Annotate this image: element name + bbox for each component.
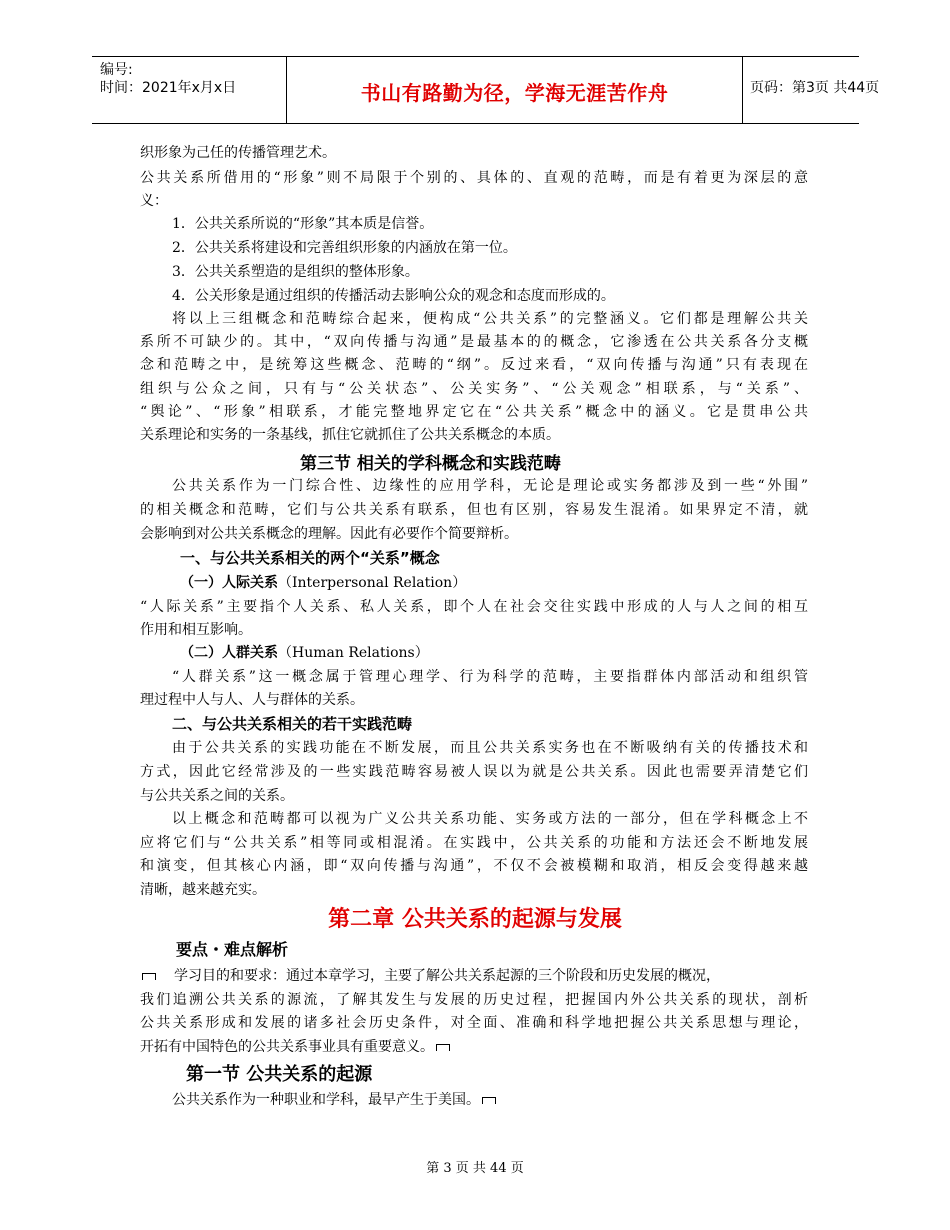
subsection-english: （Human Relations） bbox=[278, 645, 429, 661]
chapter-title: 第二章 公共关系的起源与发展 bbox=[328, 907, 622, 932]
header-motto-cell bbox=[286, 57, 743, 123]
text-line: “舆论”、“形象”相联系，才能完整地界定它在“公共关系”概念中的涵义。它是贯串公共 bbox=[140, 404, 808, 420]
list-item: 1．公共关系所说的“形象”其本质是信誉。 bbox=[172, 216, 434, 232]
text-line: 公共关系作为一种职业和学科，最早产生于美国。 bbox=[172, 1092, 480, 1108]
key-points-heading: 要点・难点解析 bbox=[176, 940, 289, 959]
subsection-title: （一）人际关系 bbox=[180, 575, 278, 591]
return-mark-icon bbox=[142, 973, 156, 980]
subheading-one: 一、与公共关系相关的两个“关系”概念 bbox=[180, 549, 440, 567]
text-line: 系所不可缺少的。其中，“双向传播与沟通”是最基本的的概念，它渗透在公共关系各分支概 bbox=[140, 334, 808, 350]
text-line: 理过程中人与人、人与群体的关系。 bbox=[140, 692, 364, 708]
text-line-wrap bbox=[140, 1037, 452, 1057]
page-header bbox=[92, 56, 880, 124]
header-meta-cell bbox=[92, 57, 286, 123]
number-label: 编号: bbox=[100, 62, 133, 78]
return-mark-icon bbox=[436, 1044, 450, 1051]
text-line: 组织与公众之间，只有与“公关状态”、公关实务”、“公关观念”相联系，与“关系”、 bbox=[140, 381, 808, 397]
subsection-title: （二）人群关系 bbox=[180, 645, 278, 661]
text-line: 织形象为己任的传播管理艺术。 bbox=[140, 145, 336, 161]
text-line: 由于公共关系的实践功能在不断发展，而且公共关系实务也在不断吸纳有关的传播技术和 bbox=[172, 740, 808, 756]
section-heading: 第三节 相关的学科概念和实践范畴 bbox=[300, 454, 561, 474]
text-line: 公共关系形成和发展的诸多社会历史条件，对全面、准确和科学地把握公共关系思想与理论， bbox=[140, 1015, 808, 1031]
page-info: 页码：第3页 共44页 bbox=[750, 80, 880, 96]
text-line: 将以上三组概念和范畴综合起来，便构成“公共关系”的完整涵义。它们都是理解公共关 bbox=[172, 311, 808, 327]
motto: 书山有路勤为径，学海无涯苦作舟 bbox=[360, 81, 669, 105]
list-item: 4．公关形象是通过组织的传播活动去影响公众的观念和态度而形成的。 bbox=[172, 288, 615, 304]
text-line: 义： bbox=[140, 193, 168, 209]
header-page-cell bbox=[742, 57, 880, 123]
text-line: 方式，因此它经常涉及的一些实践范畴容易被人误以为就是公共关系。因此也需要弄清楚它们 bbox=[140, 764, 808, 780]
text-line: 关系理论和实务的一条基线，抓住它就抓住了公共关系概念的本质。 bbox=[140, 427, 560, 443]
text-line: 和演变，但其核心内涵，即“双向传播与沟通”，不仅不会被模糊和取消，相反会变得越来越 bbox=[140, 858, 808, 874]
subsection-english: （Interpersonal Relation） bbox=[278, 575, 467, 591]
list-item: 2．公共关系将建设和完善组织形象的内涵放在第一位。 bbox=[172, 240, 517, 256]
subsection-line bbox=[180, 573, 466, 593]
text-line: 以上概念和范畴都可以视为广义公共关系功能、实务或方法的一部分，但在学科概念上不 bbox=[172, 811, 808, 827]
subsection-line bbox=[180, 643, 429, 663]
text-line: 公共关系所借用的“形象”则不局限于个别的、具体的、直观的范畴，而是有着更为深层的意 bbox=[140, 170, 808, 186]
list-item: 3．公共关系塑造的是组织的整体形象。 bbox=[172, 264, 419, 280]
text-line: 作用和相互影响。 bbox=[140, 622, 252, 638]
section-heading: 第一节 公共关系的起源 bbox=[186, 1064, 373, 1085]
text-line: 学习目的和要求：通过本章学习，主要了解公共关系起源的三个阶段和历史发展的概况， bbox=[174, 968, 720, 984]
text-line: 与公共关系之间的关系。 bbox=[140, 788, 294, 804]
time-label: 时间：2021年x月x日 bbox=[100, 80, 237, 96]
text-line: 开拓有中国特色的公共关系事业具有重要意义。 bbox=[140, 1039, 434, 1055]
text-line: 公共关系作为一门综合性、边缘性的应用学科，无论是理论或实务都涉及到一些“外围” bbox=[172, 478, 808, 494]
text-line: “人际关系”主要指个人关系、私人关系，即个人在社会交往实践中形成的人与人之间的相互 bbox=[140, 599, 808, 615]
text-line: 的相关概念和范畴，它们与公共关系有联系，但也有区别，容易发生混淆。如果界定不清，就 bbox=[140, 502, 808, 518]
text-line: “人群关系”这一概念属于管理心理学、行为科学的范畴，主要指群体内部活动和组织管 bbox=[172, 669, 808, 685]
text-line-wrap bbox=[172, 1090, 498, 1110]
text-line: 应将它们与“公共关系”相等同或相混淆。在实践中，公共关系的功能和方法还会不断地发展 bbox=[140, 835, 808, 851]
subheading-two: 二、与公共关系相关的若干实践范畴 bbox=[172, 715, 413, 733]
return-mark-icon bbox=[482, 1097, 496, 1104]
text-line: 念和范畴之中，是统筹这些概念、范畴的“纲”。反过来看，“双向传播与沟通”只有表现在 bbox=[140, 357, 808, 373]
text-line: 会影响到对公共关系概念的理解。因此有必要作个简要辩析。 bbox=[140, 526, 518, 542]
text-line: 清晰，越来越充实。 bbox=[140, 882, 266, 898]
page-footer: 第 3 页 共 44 页 bbox=[426, 1161, 524, 1176]
text-line-wrap bbox=[140, 966, 808, 986]
text-line: 我们追溯公共关系的源流，了解其发生与发展的历史过程，把握国内外公共关系的现状，剖析 bbox=[140, 992, 808, 1008]
